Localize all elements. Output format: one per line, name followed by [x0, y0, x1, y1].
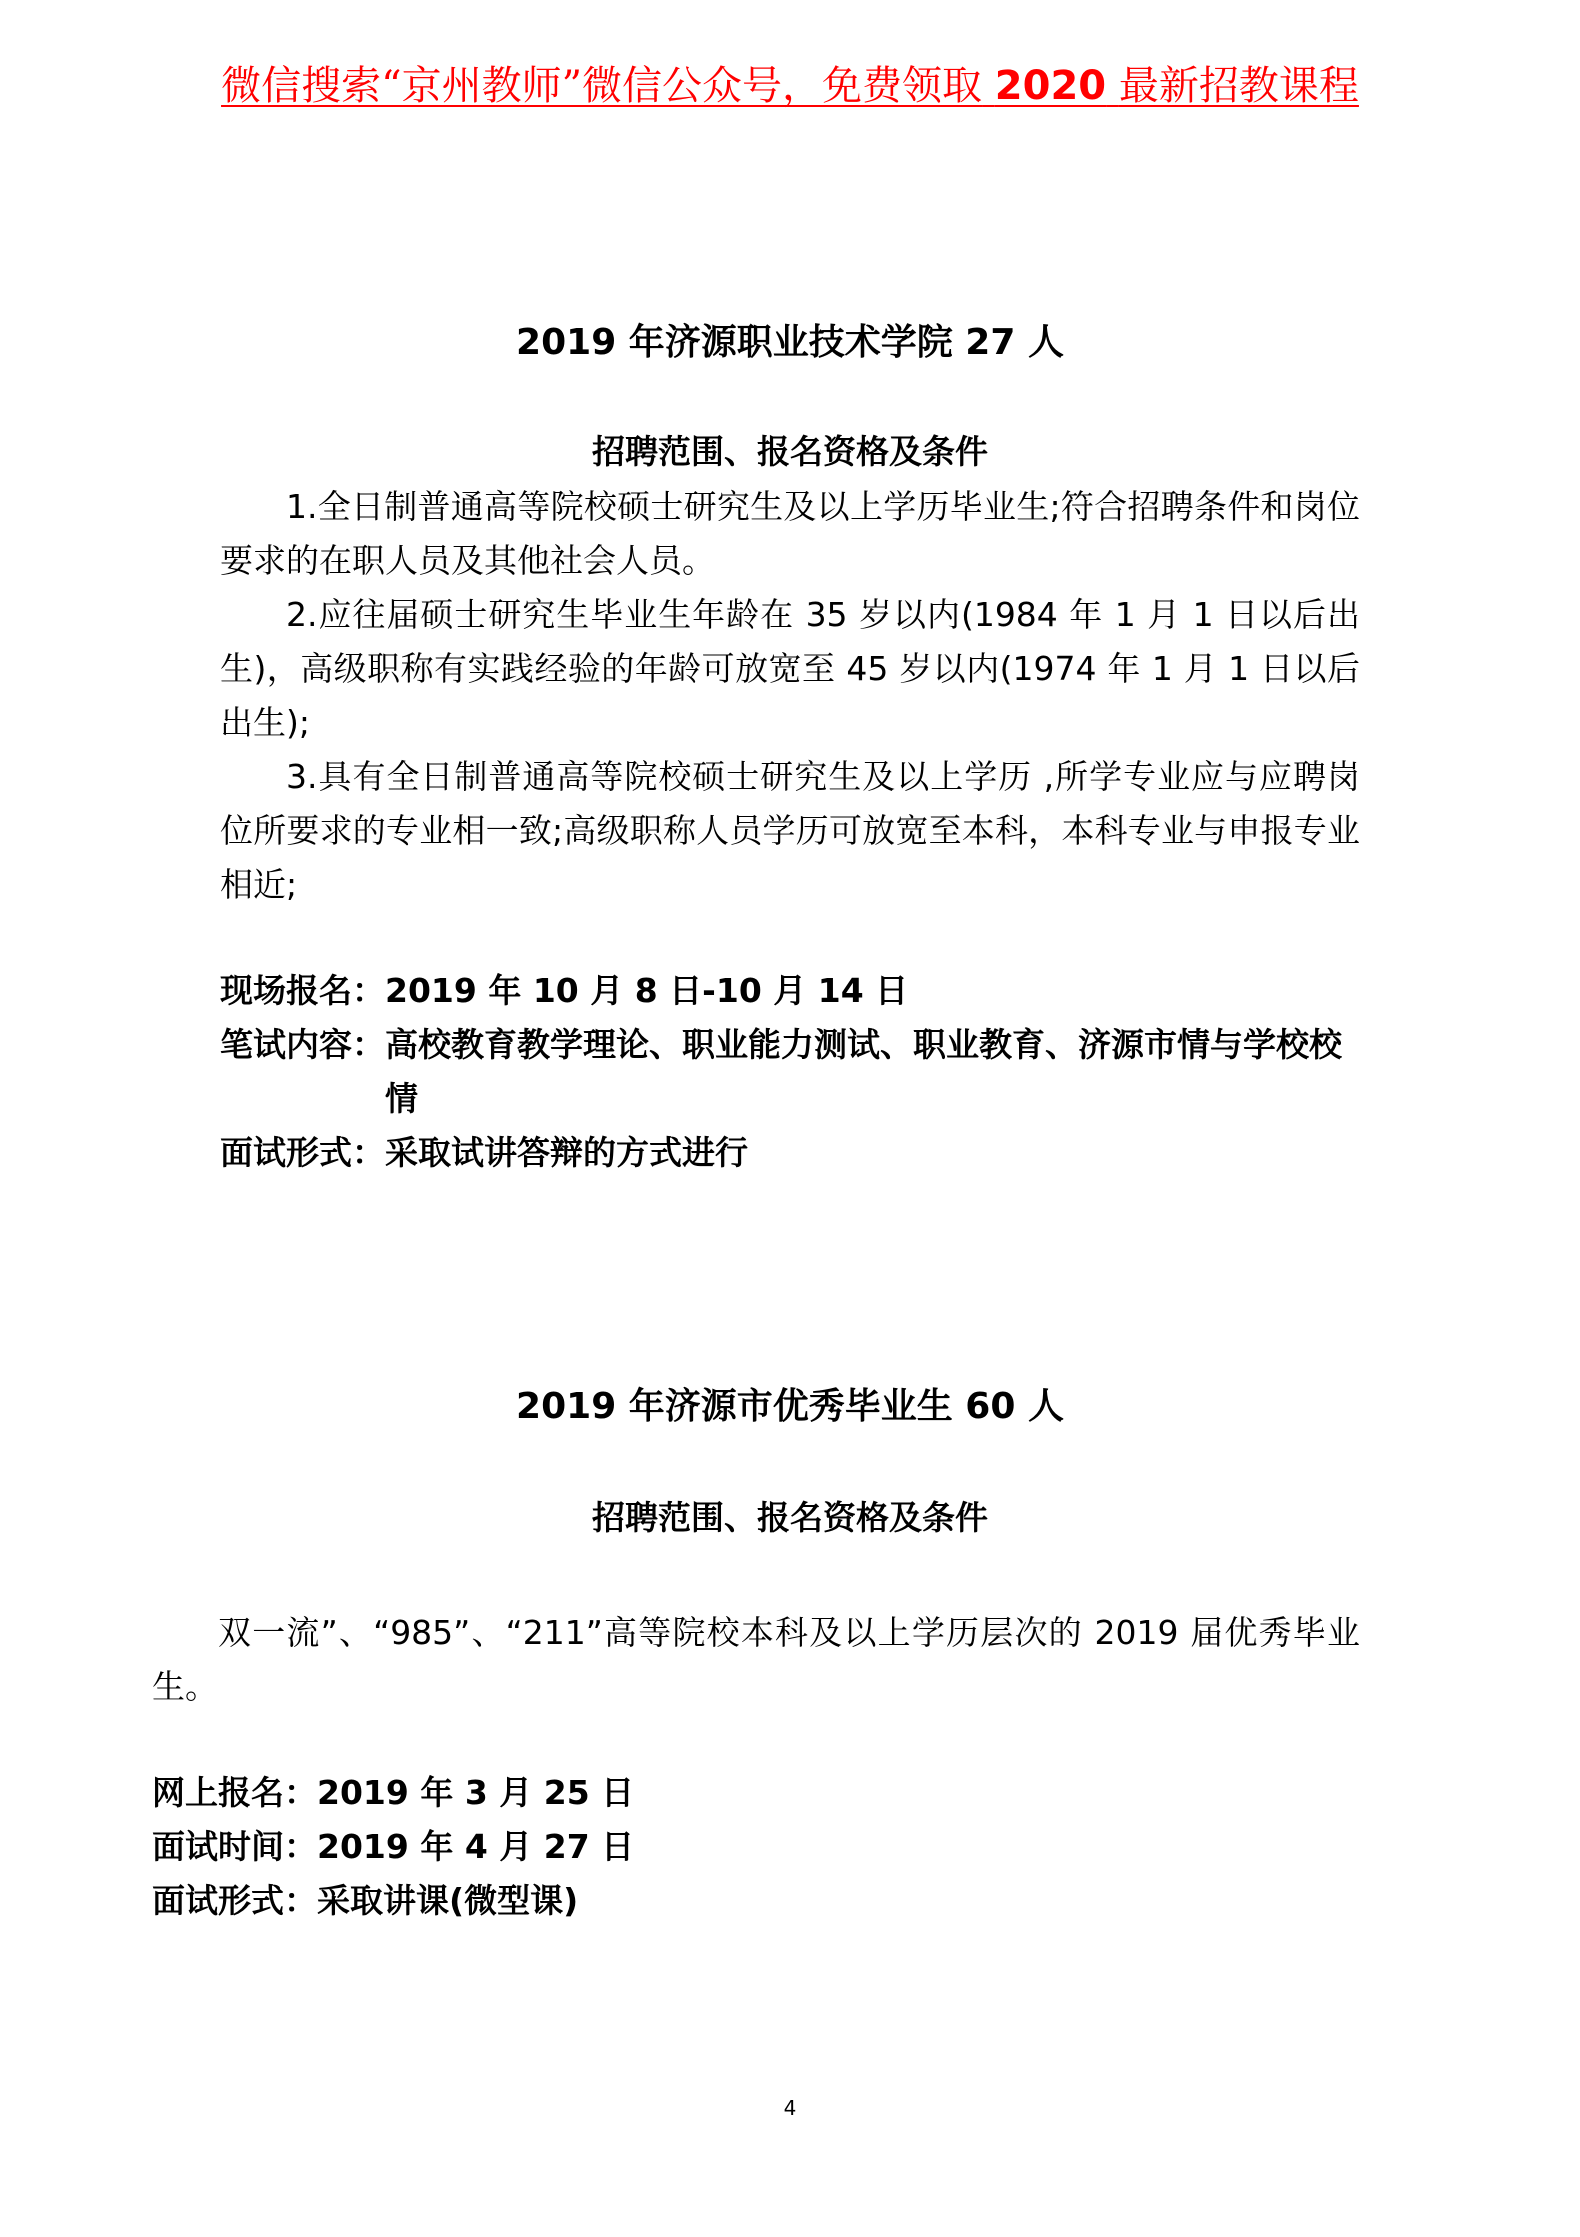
info-row-interview-format	[152, 1874, 1360, 1928]
info-row-onsite-registration	[220, 964, 1360, 1018]
section1-title: 2019 年济源职业技术学院 27 人	[516, 322, 1064, 363]
info-row-interview-time	[152, 1820, 1360, 1874]
info-row-interview-format	[220, 1126, 1360, 1180]
info-value: 高校教育教学理论、职业能力测试、职业教育、济源市情与学校校情	[385, 1025, 1342, 1118]
page-number: 4	[783, 2096, 797, 2120]
info-label: 面试时间：	[152, 1827, 317, 1866]
info-value: 2019 年 3 月 25 日	[317, 1773, 635, 1812]
section1-paragraph-2: 2.应往届硕士研究生毕业生年龄在 35 岁以内(1984 年 1 月 1 日以后出生)，高级职称有实践经验的年龄可放宽至 45 岁以内(1974 年 1 月 1 日以后出生);	[220, 595, 1360, 742]
section2-subtitle: 招聘范围、报名资格及条件	[592, 1498, 988, 1537]
info-label: 面试形式：	[220, 1133, 385, 1172]
info-label: 现场报名：	[220, 971, 385, 1010]
info-value: 采取讲课(微型课)	[317, 1881, 579, 1920]
info-label: 网上报名：	[152, 1773, 317, 1812]
info-row-online-registration	[152, 1766, 1360, 1820]
info-value: 2019 年 10 月 8 日-10 月 14 日	[385, 971, 909, 1010]
banner-year: 2020	[994, 63, 1107, 109]
banner-text-before: 微信搜索“京州教师”微信公众号，免费领取	[221, 63, 983, 109]
info-value: 2019 年 4 月 27 日	[317, 1827, 635, 1866]
info-value: 采取试讲答辩的方式进行	[385, 1133, 748, 1172]
section1-paragraph-3: 3.具有全日制普通高等院校硕士研究生及以上学历 ,所学专业应与应聘岗位所要求的专业相一致;高级职称人员学历可放宽至本科，本科专业与申报专业相近;	[220, 757, 1360, 904]
info-label: 笔试内容：	[220, 1025, 385, 1064]
section1-info-list	[220, 964, 1360, 1180]
section1-subtitle: 招聘范围、报名资格及条件	[592, 432, 988, 471]
section2-info-list	[152, 1766, 1360, 1928]
promo-banner[interactable]	[0, 58, 1580, 114]
section2-paragraph: 双一流”、“985”、“211”高等院校本科及以上学历层次的 2019 届优秀毕业生。	[152, 1613, 1360, 1706]
info-label: 面试形式：	[152, 1881, 317, 1920]
section1-paragraph-1: 1.全日制普通高等院校硕士研究生及以上学历毕业生;符合招聘条件和岗位要求的在职人员及其他社会人员。	[220, 487, 1360, 580]
info-row-written-test	[220, 1018, 1360, 1126]
banner-text-after: 最新招教课程	[1118, 63, 1359, 109]
section2-title: 2019 年济源市优秀毕业生 60 人	[516, 1386, 1064, 1427]
